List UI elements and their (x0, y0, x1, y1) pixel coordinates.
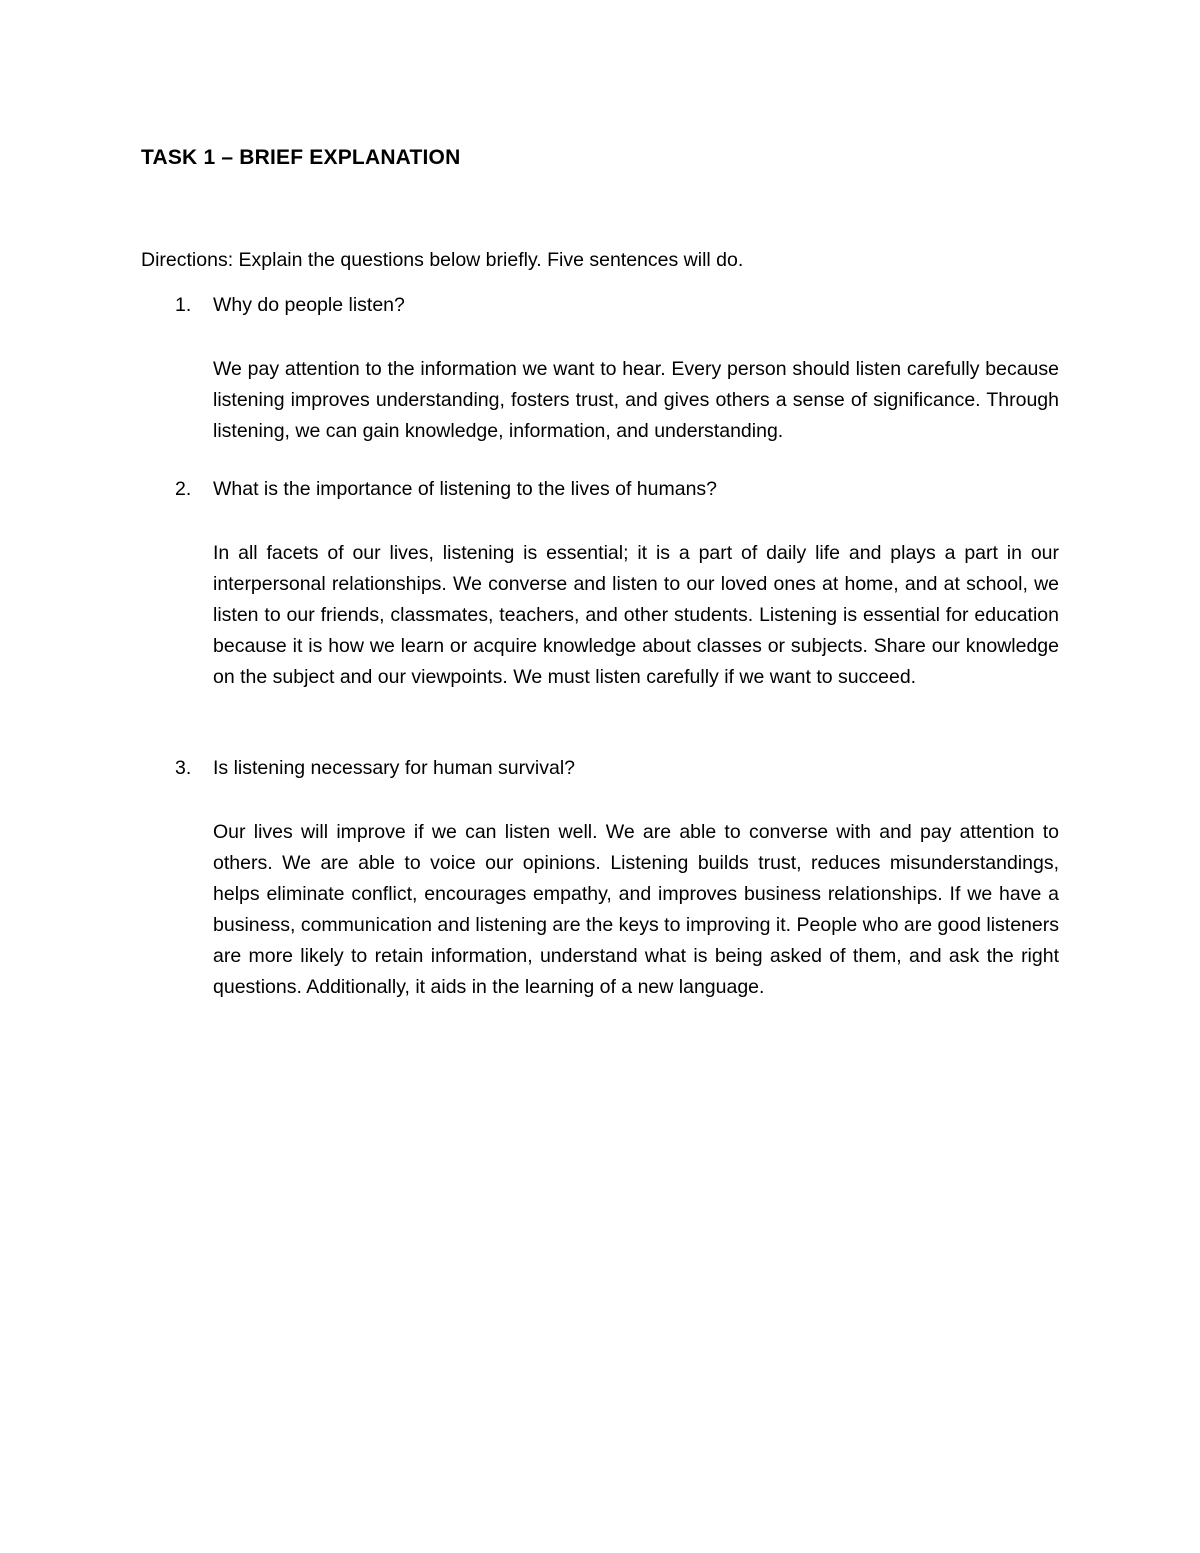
question-text: What is the importance of listening to the lives of humans? (213, 478, 718, 500)
question-row (141, 294, 1059, 322)
answer-paragraph: Our lives will improve if we can listen well. We are able to converse with and pay attention to others. We are able to voice our opinions. Listening builds trust, reduces misunderstandings, helps eliminate conflict, encourages empathy, and improves business relationships. If we have a business, communication and listening are the keys to improving it. People who are good listeners are more likely to retain information, understand what is being asked of them, and ask the right questions. Additionally, it aids in the learning of a new language. (213, 821, 1059, 998)
directions-text: Directions: Explain the questions below briefly. Five sentences will do. (141, 249, 744, 271)
answer-paragraph: In all facets of our lives, listening is essential; it is a part of daily life and plays a part in our interpersonal relationships. We converse and listen to our loved ones at home, and at school, we listen to our friends, classmates, teachers, and other students. Listening is essential for education because it is how we learn or acquire knowledge about classes or subjects. Share our knowledge on the subject and our viewpoints. We must listen carefully if we want to succeed. (213, 542, 1059, 688)
question-row (141, 757, 1059, 785)
question-item (141, 294, 1059, 442)
question-text: Why do people listen? (213, 294, 405, 316)
question-number: 3. (175, 757, 192, 779)
question-row (141, 478, 1059, 506)
question-item (141, 478, 1059, 688)
answer-paragraph: We pay attention to the information we want to hear. Every person should listen carefully because listening improves understanding, fosters trust, and gives others a sense of significance. Through listening, we can gain knowledge, information, and understanding. (213, 358, 1059, 442)
question-number: 1. (175, 294, 192, 316)
question-item (141, 757, 1059, 998)
question-number: 2. (175, 478, 192, 500)
question-text: Is listening necessary for human survival? (213, 757, 575, 779)
page-title: TASK 1 – BRIEF EXPLANATION (141, 146, 461, 169)
